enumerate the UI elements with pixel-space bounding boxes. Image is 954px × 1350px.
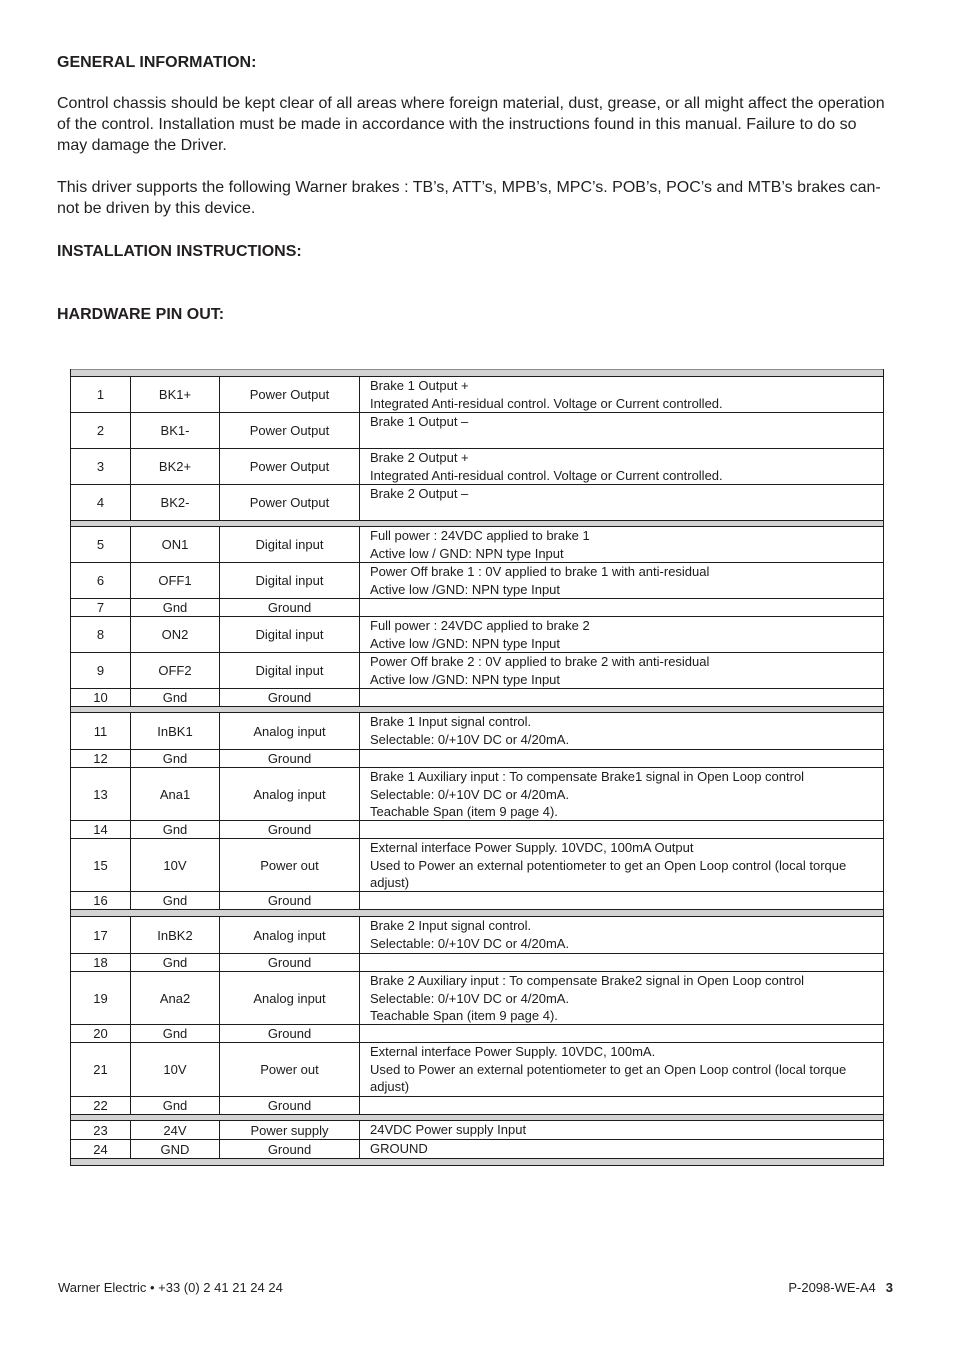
pin-number: 18 bbox=[71, 954, 131, 971]
pin-row-9 bbox=[71, 653, 883, 689]
pinout-table bbox=[70, 369, 884, 1166]
pin-type: Analog input bbox=[220, 972, 360, 1024]
pin-row-18 bbox=[71, 954, 883, 972]
pin-row-20 bbox=[71, 1025, 883, 1043]
description-line: Brake 1 Input signal control. bbox=[370, 714, 532, 729]
description-line: Brake 2 Input signal control. bbox=[370, 918, 532, 933]
description-line: Selectable: 0/+10V DC or 4/20mA. bbox=[370, 990, 570, 1006]
description-line: Brake 2 Auxiliary input : To compensate Brake2 signal in Open Loop control bbox=[370, 973, 805, 988]
pin-row-6 bbox=[71, 563, 883, 599]
description-line: Active low /GND: NPN type Input bbox=[370, 635, 561, 651]
pin-number: 8 bbox=[71, 617, 131, 652]
pin-description bbox=[360, 954, 883, 971]
pin-number: 1 bbox=[71, 377, 131, 412]
description-line: Integrated Anti-residual control. Voltage or Current controlled. bbox=[370, 395, 723, 411]
pin-name: GND bbox=[131, 1140, 220, 1158]
pin-type: Ground bbox=[220, 1097, 360, 1114]
pin-number: 10 bbox=[71, 689, 131, 706]
pin-description bbox=[360, 689, 883, 706]
description-line: Teachable Span (item 9 page 4). bbox=[370, 804, 558, 819]
pin-description bbox=[360, 377, 883, 412]
hardware-pin-out-heading: HARDWARE PIN OUT: bbox=[57, 306, 225, 323]
pin-description bbox=[360, 1121, 883, 1139]
pin-row-4 bbox=[71, 485, 883, 521]
paragraph-line: of the control. Installation must be made in accordance with the instructions found in this manual. Failure to do so bbox=[57, 116, 857, 133]
pin-row-10 bbox=[71, 689, 883, 707]
pin-type: Digital input bbox=[220, 563, 360, 598]
pin-description bbox=[360, 1025, 883, 1042]
pin-number: 6 bbox=[71, 563, 131, 598]
description-line: External interface Power Supply. 10VDC, 100mA Output bbox=[370, 840, 694, 855]
description-line: Power Off brake 2 : 0V applied to brake 2 with anti-residual bbox=[370, 654, 710, 669]
pin-type: Ground bbox=[220, 892, 360, 909]
pin-type: Power supply bbox=[220, 1121, 360, 1139]
footer-document-info bbox=[788, 1280, 893, 1296]
pin-description bbox=[360, 1140, 883, 1158]
pin-name: Gnd bbox=[131, 750, 220, 767]
pin-number: 22 bbox=[71, 1097, 131, 1114]
pin-number: 16 bbox=[71, 892, 131, 909]
pin-type: Ground bbox=[220, 1140, 360, 1158]
description-line: Selectable: 0/+10V DC or 4/20mA. bbox=[370, 786, 570, 802]
pin-number: 14 bbox=[71, 821, 131, 838]
paragraph-line: Control chassis should be kept clear of all areas where foreign material, dust, grease, or all might affect the operation bbox=[57, 95, 885, 112]
pin-name: ON2 bbox=[131, 617, 220, 652]
pin-type: Power Output bbox=[220, 449, 360, 484]
pin-type: Power Output bbox=[220, 413, 360, 448]
pin-name: Gnd bbox=[131, 1025, 220, 1042]
pin-number: 23 bbox=[71, 1121, 131, 1139]
description-line: Selectable: 0/+10V DC or 4/20mA. bbox=[370, 731, 570, 747]
description-line: Used to Power an external potentiometer to get an Open Loop control (local torque adjust) bbox=[370, 1061, 847, 1094]
description-line: Active low / GND: NPN type Input bbox=[370, 545, 564, 561]
description-line: Brake 2 Output + bbox=[370, 450, 469, 465]
pin-name: Gnd bbox=[131, 599, 220, 616]
pin-number: 5 bbox=[71, 527, 131, 562]
pin-name: BK2+ bbox=[131, 449, 220, 484]
pin-row-12 bbox=[71, 750, 883, 768]
pin-description bbox=[360, 917, 883, 953]
pin-description bbox=[360, 892, 883, 909]
pin-description bbox=[360, 768, 883, 820]
pin-row-17 bbox=[71, 917, 883, 954]
table-group-separator bbox=[71, 910, 883, 917]
paragraph-line: may damage the Driver. bbox=[57, 137, 227, 154]
table-top-border bbox=[71, 369, 883, 377]
description-line: Integrated Anti-residual control. Voltage or Current controlled. bbox=[370, 467, 723, 483]
description-line: Active low /GND: NPN type Input bbox=[370, 581, 561, 597]
pin-name: InBK2 bbox=[131, 917, 220, 953]
pin-row-5 bbox=[71, 527, 883, 563]
pin-name: Ana2 bbox=[131, 972, 220, 1024]
pin-name: Gnd bbox=[131, 1097, 220, 1114]
pin-type: Analog input bbox=[220, 917, 360, 953]
general-information-heading: GENERAL INFORMATION: bbox=[57, 54, 257, 71]
pin-description bbox=[360, 653, 883, 688]
pin-type: Ground bbox=[220, 954, 360, 971]
pin-number: 19 bbox=[71, 972, 131, 1024]
pin-row-8 bbox=[71, 617, 883, 653]
footer-contact: Warner Electric • +33 (0) 2 41 21 24 24 bbox=[58, 1280, 283, 1295]
pin-row-19 bbox=[71, 972, 883, 1025]
pin-row-1 bbox=[71, 377, 883, 413]
paragraph-line: not be driven by this device. bbox=[57, 200, 256, 217]
description-line: Brake 2 Output – bbox=[370, 486, 469, 501]
pin-name: 10V bbox=[131, 839, 220, 891]
page-number: 3 bbox=[885, 1280, 893, 1295]
pin-number: 17 bbox=[71, 917, 131, 953]
pin-name: Gnd bbox=[131, 821, 220, 838]
pin-type: Power out bbox=[220, 839, 360, 891]
pin-type: Power Output bbox=[220, 485, 360, 520]
pin-number: 12 bbox=[71, 750, 131, 767]
pin-description bbox=[360, 1097, 883, 1114]
pin-type: Ground bbox=[220, 1025, 360, 1042]
pin-row-23 bbox=[71, 1121, 883, 1140]
description-line: GROUND bbox=[370, 1141, 428, 1156]
pin-type: Analog input bbox=[220, 768, 360, 820]
pin-number: 15 bbox=[71, 839, 131, 891]
pin-number: 20 bbox=[71, 1025, 131, 1042]
pin-number: 7 bbox=[71, 599, 131, 616]
pin-type: Ground bbox=[220, 750, 360, 767]
pin-name: Gnd bbox=[131, 954, 220, 971]
pin-name: OFF1 bbox=[131, 563, 220, 598]
pin-name: InBK1 bbox=[131, 713, 220, 749]
pin-type: Digital input bbox=[220, 527, 360, 562]
pin-description bbox=[360, 527, 883, 562]
description-line: Full power : 24VDC applied to brake 2 bbox=[370, 618, 590, 633]
pin-description bbox=[360, 750, 883, 767]
pin-name: Ana1 bbox=[131, 768, 220, 820]
document-reference: P-2098-WE-A4 bbox=[788, 1280, 876, 1295]
pin-name: 24V bbox=[131, 1121, 220, 1139]
pin-name: 10V bbox=[131, 1043, 220, 1096]
description-line: 24VDC Power supply Input bbox=[370, 1122, 527, 1137]
pin-number: 13 bbox=[71, 768, 131, 820]
pin-description bbox=[360, 713, 883, 749]
pin-description bbox=[360, 821, 883, 838]
pin-row-11 bbox=[71, 713, 883, 750]
pin-description bbox=[360, 839, 883, 891]
pin-description bbox=[360, 972, 883, 1024]
description-line: Teachable Span (item 9 page 4). bbox=[370, 1008, 558, 1023]
pin-row-3 bbox=[71, 449, 883, 485]
description-line: Power Off brake 1 : 0V applied to brake 1 with anti-residual bbox=[370, 564, 710, 579]
pin-type: Ground bbox=[220, 599, 360, 616]
supported-brakes-paragraph bbox=[57, 177, 881, 219]
description-line: Selectable: 0/+10V DC or 4/20mA. bbox=[370, 935, 570, 951]
pin-description bbox=[360, 485, 883, 520]
pin-description bbox=[360, 1043, 883, 1096]
pin-description bbox=[360, 563, 883, 598]
pin-description bbox=[360, 449, 883, 484]
pin-name: Gnd bbox=[131, 689, 220, 706]
pin-name: ON1 bbox=[131, 527, 220, 562]
description-line: Active low /GND: NPN type Input bbox=[370, 671, 561, 687]
pin-type: Power out bbox=[220, 1043, 360, 1096]
pin-description bbox=[360, 617, 883, 652]
pin-row-7 bbox=[71, 599, 883, 617]
paragraph-line: This driver supports the following Warner brakes : TB’s, ATT’s, MPB’s, MPC’s. POB’s, POC’s and MTB’s brakes can- bbox=[57, 179, 881, 196]
pin-row-14 bbox=[71, 821, 883, 839]
pin-type: Analog input bbox=[220, 713, 360, 749]
pin-description bbox=[360, 413, 883, 448]
table-bottom-border bbox=[71, 1159, 883, 1166]
pin-name: BK1+ bbox=[131, 377, 220, 412]
description-line: Full power : 24VDC applied to brake 1 bbox=[370, 528, 590, 543]
pin-name: Gnd bbox=[131, 892, 220, 909]
pin-type: Power Output bbox=[220, 377, 360, 412]
pin-number: 11 bbox=[71, 713, 131, 749]
pin-row-22 bbox=[71, 1097, 883, 1115]
description-line: Brake 1 Output – bbox=[370, 414, 469, 429]
pin-type: Ground bbox=[220, 689, 360, 706]
installation-instructions-heading: INSTALLATION INSTRUCTIONS: bbox=[57, 243, 302, 260]
pin-number: 9 bbox=[71, 653, 131, 688]
pin-row-2 bbox=[71, 413, 883, 449]
pin-number: 21 bbox=[71, 1043, 131, 1096]
pin-description bbox=[360, 599, 883, 616]
pin-row-24 bbox=[71, 1140, 883, 1159]
pin-number: 2 bbox=[71, 413, 131, 448]
pin-number: 4 bbox=[71, 485, 131, 520]
pin-row-15 bbox=[71, 839, 883, 892]
description-line: Used to Power an external potentiometer to get an Open Loop control (local torque adjust) bbox=[370, 857, 847, 890]
pin-type: Ground bbox=[220, 821, 360, 838]
pin-type: Digital input bbox=[220, 653, 360, 688]
description-line: External interface Power Supply. 10VDC, 100mA. bbox=[370, 1044, 656, 1059]
pin-name: BK1- bbox=[131, 413, 220, 448]
chassis-paragraph bbox=[57, 93, 885, 156]
pin-row-21 bbox=[71, 1043, 883, 1097]
pin-number: 24 bbox=[71, 1140, 131, 1158]
pin-number: 3 bbox=[71, 449, 131, 484]
pin-name: OFF2 bbox=[131, 653, 220, 688]
pin-name: BK2- bbox=[131, 485, 220, 520]
pin-row-16 bbox=[71, 892, 883, 910]
description-line: Brake 1 Auxiliary input : To compensate Brake1 signal in Open Loop control bbox=[370, 769, 805, 784]
pin-type: Digital input bbox=[220, 617, 360, 652]
pin-row-13 bbox=[71, 768, 883, 821]
description-line: Brake 1 Output + bbox=[370, 378, 469, 393]
